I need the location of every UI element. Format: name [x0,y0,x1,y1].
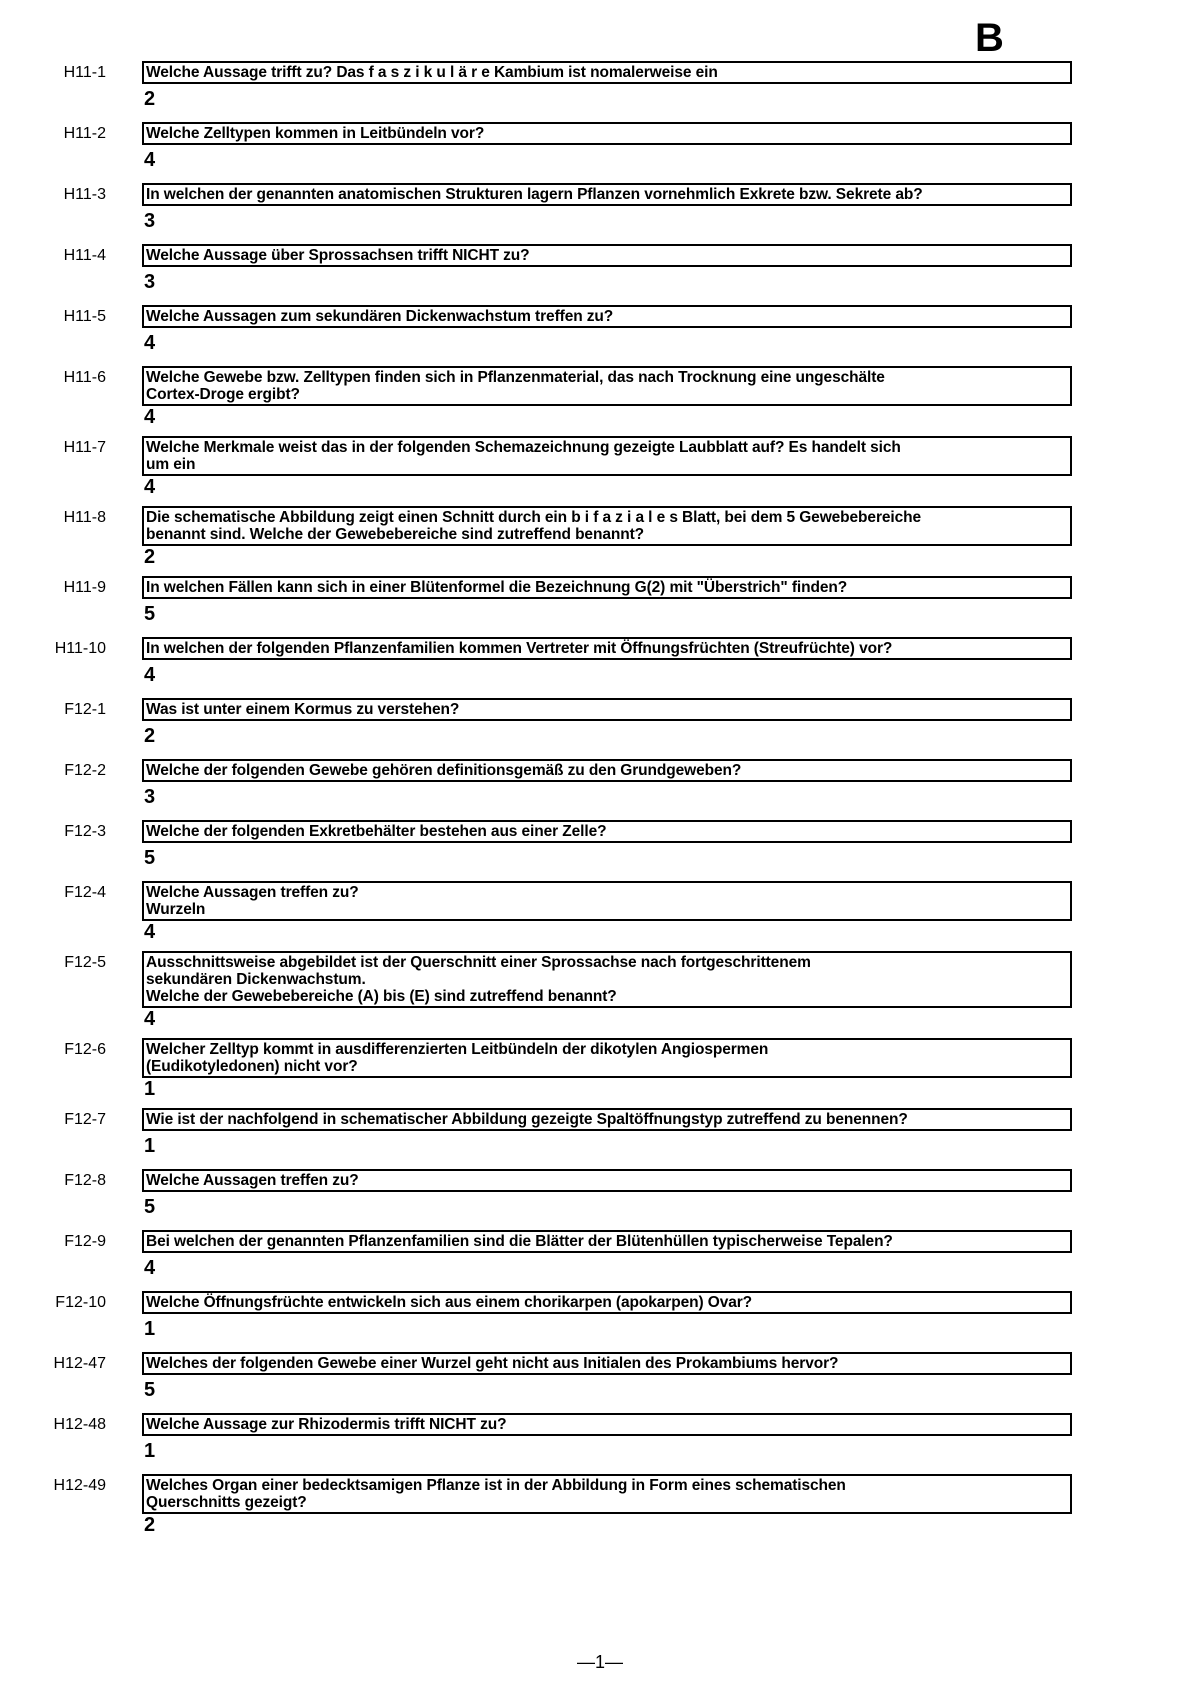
answer-value: 1 [144,1135,156,1157]
question-item [0,506,1200,568]
question-id: F12-7 [64,1111,106,1128]
question-text-box: Welche Aussagen treffen zu? [142,1169,1072,1192]
question-text-box: Welches Organ einer bedecktsamigen Pflanze ist in der Abbildung in Form eines schematischen Querschnitts gezeigt? [142,1474,1072,1514]
answer-value: 5 [144,1379,156,1401]
answer-value: 4 [144,1008,156,1030]
question-text-box: Welche der folgenden Exkretbehälter bestehen aus einer Zelle? [142,820,1072,843]
question-item [0,881,1200,943]
question-item [0,122,1200,175]
answer-value: 4 [144,149,156,171]
answer-value: 1 [144,1440,156,1462]
question-id: H11-4 [63,247,106,264]
question-item [0,637,1200,690]
question-text-box: Welche der folgenden Gewebe gehören definitionsgemäß zu den Grundgeweben? [142,759,1072,782]
question-text-box: Was ist unter einem Kormus zu verstehen? [142,698,1072,721]
question-text-box: Die schematische Abbildung zeigt einen Schnitt durch ein b i f a z i a l e s Blatt, bei dem 5 Gewebebereiche benannt sind. Welche der Gewebebereiche sind zutreffend benannt? [142,506,1072,546]
question-text-box: Ausschnittsweise abgebildet ist der Querschnitt einer Sprossachse nach fortgeschrittenem sekundären Dickenwachstum. Welche der Gewebebereiche (A) bis (E) sind zutreffend benannt? [142,951,1072,1008]
question-item [0,951,1200,1030]
question-text-box: Welcher Zelltyp kommt in ausdifferenzierten Leitbündeln der dikotylen Angiospermen (Eudikotyledonen) nicht vor? [142,1038,1072,1078]
question-item [0,1230,1200,1283]
question-item [0,698,1200,751]
answer-value: 1 [144,1078,156,1100]
answer-value: 4 [144,1257,156,1279]
question-text-box: Welche Öffnungsfrüchte entwickeln sich aus einem chorikarpen (apokarpen) Ovar? [142,1291,1072,1314]
question-id: F12-4 [64,884,106,901]
answer-value: 3 [144,210,156,232]
question-item [0,1038,1200,1100]
question-id: H11-2 [63,125,106,142]
answer-value: 3 [144,786,156,808]
question-item [0,436,1200,498]
question-id: F12-1 [64,701,106,718]
answer-value: 2 [144,88,156,110]
question-item [0,1352,1200,1405]
answer-value: 4 [144,921,156,943]
question-item [0,61,1200,114]
question-id: F12-8 [64,1172,106,1189]
answer-value: 1 [144,1318,156,1340]
question-id: F12-6 [64,1041,106,1058]
question-id: H12-49 [53,1477,106,1494]
question-id: H11-8 [63,509,106,526]
question-text-box: Welche Zelltypen kommen in Leitbündeln vor? [142,122,1072,145]
question-id: H11-10 [54,640,106,657]
question-text-box: In welchen Fällen kann sich in einer Blütenformel die Bezeichnung G(2) mit "Überstrich" finden? [142,576,1072,599]
question-id: H12-47 [53,1355,106,1372]
answer-value: 3 [144,271,156,293]
answer-value: 2 [144,546,156,568]
question-text-box: Welche Aussage zur Rhizodermis trifft NICHT zu? [142,1413,1072,1436]
answer-value: 4 [144,664,156,686]
question-text-box: Welche Merkmale weist das in der folgenden Schemazeichnung gezeigte Laubblatt auf? Es handelt sich um ein [142,436,1072,476]
question-item [0,1108,1200,1161]
question-id: H11-1 [63,64,106,81]
question-item [0,305,1200,358]
question-text-box: Welche Aussagen zum sekundären Dickenwachstum treffen zu? [142,305,1072,328]
question-item [0,576,1200,629]
question-id: F12-3 [64,823,106,840]
question-text-box: In welchen der genannten anatomischen Strukturen lagern Pflanzen vornehmlich Exkrete bzw. Sekrete ab? [142,183,1072,206]
answer-value: 4 [144,476,156,498]
question-id: H11-7 [63,439,106,456]
question-text-box: Welche Aussage über Sprossachsen trifft NICHT zu? [142,244,1072,267]
question-text-box: Bei welchen der genannten Pflanzenfamilien sind die Blätter der Blütenhüllen typischerweise Tepalen? [142,1230,1072,1253]
question-id: F12-10 [55,1294,106,1311]
page-letter: B [975,16,1004,60]
question-text-box: Welches der folgenden Gewebe einer Wurzel geht nicht aus Initialen des Prokambiums hervor? [142,1352,1072,1375]
question-id: H11-5 [63,308,106,325]
question-item [0,1291,1200,1344]
answer-value: 5 [144,1196,156,1218]
question-id: H12-48 [53,1416,106,1433]
answer-value: 4 [144,406,156,428]
question-text-box: Wie ist der nachfolgend in schematischer Abbildung gezeigte Spaltöffnungstyp zutreffend zu benennen? [142,1108,1072,1131]
question-text-box: Welche Aussagen treffen zu? Wurzeln [142,881,1072,921]
question-item [0,1474,1200,1536]
question-id: H11-6 [63,369,106,386]
answer-value: 2 [144,725,156,747]
answer-value: 5 [144,603,156,625]
question-item [0,759,1200,812]
page-number: —1— [576,1652,623,1672]
answer-value: 5 [144,847,156,869]
question-text-box: In welchen der folgenden Pflanzenfamilien kommen Vertreter mit Öffnungsfrüchten (Streufrüchte) vor? [142,637,1072,660]
question-item [0,1169,1200,1222]
question-item [0,244,1200,297]
question-list [0,61,1200,1544]
question-id: F12-2 [64,762,106,779]
question-item [0,183,1200,236]
question-id: H11-3 [63,186,106,203]
question-item [0,366,1200,428]
question-item [0,1413,1200,1466]
answer-value: 4 [144,332,156,354]
question-id: H11-9 [63,579,106,596]
question-id: F12-9 [64,1233,106,1250]
question-id: F12-5 [64,954,106,971]
question-item [0,820,1200,873]
question-text-box: Welche Gewebe bzw. Zelltypen finden sich in Pflanzenmaterial, das nach Trocknung eine ungeschälte Cortex-Droge ergibt? [142,366,1072,406]
question-text-box: Welche Aussage trifft zu? Das f a s z i k u l ä r e Kambium ist nomalerweise ein [142,61,1072,84]
answer-value: 2 [144,1514,156,1536]
